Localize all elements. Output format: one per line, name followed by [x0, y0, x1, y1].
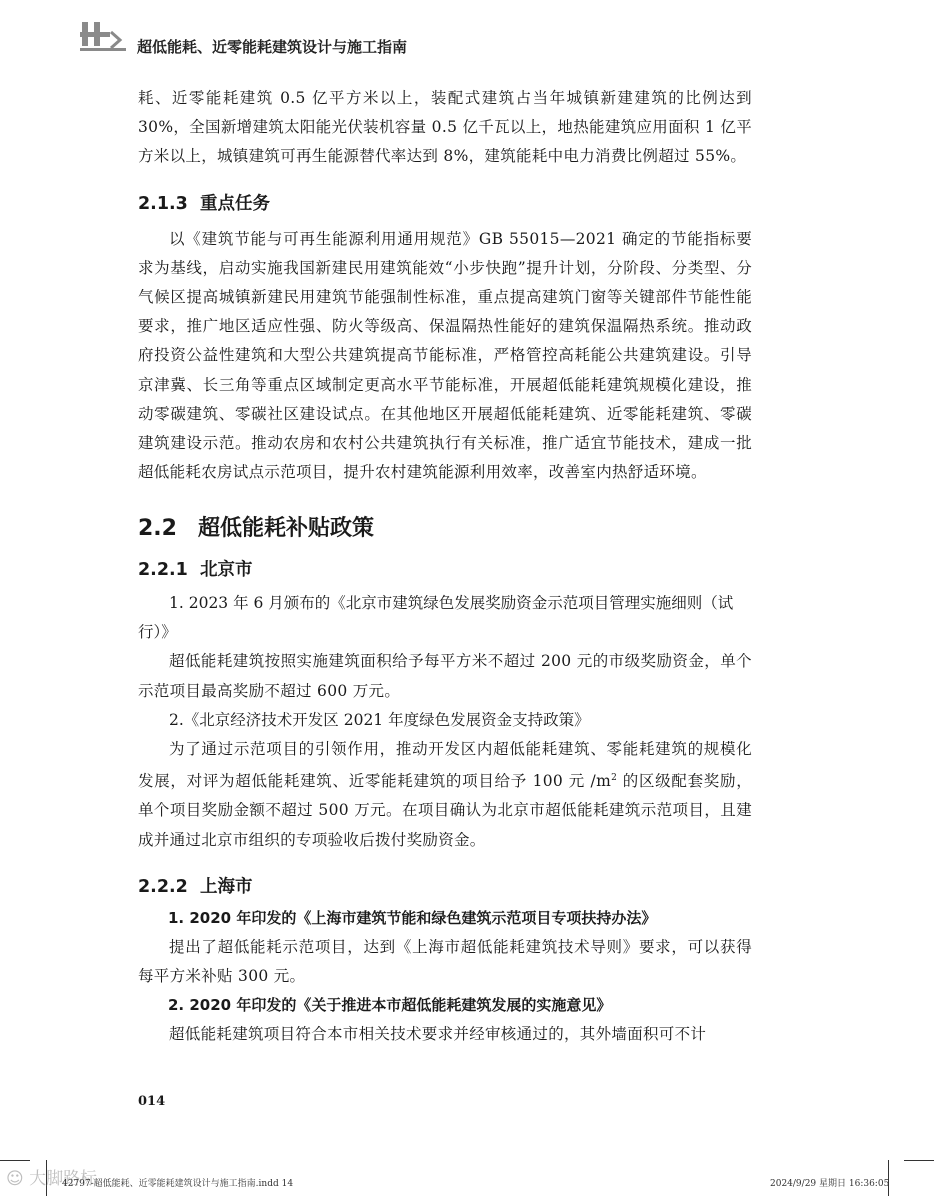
section-heading-2-1-3: [138, 190, 752, 215]
superscript: 2: [611, 773, 618, 784]
section-title: 超低能耗补贴政策: [198, 516, 375, 542]
section-number: 2.2.1: [138, 560, 188, 581]
footer-timestamp: 2024/9/29 星期日 16:36:05: [770, 1179, 890, 1189]
chapter-logo-icon: [80, 18, 126, 54]
watermark-icon: ☺: [6, 1169, 24, 1189]
section-title: 重点任务: [200, 193, 270, 214]
shanghai-policy-2-text: 超低能耗建筑项目符合本市相关技术要求并经审核通过的，其外墙面积可不计: [169, 1025, 707, 1044]
shanghai-policy-1-title: 1. 2020 年印发的《上海市建筑节能和绿色建筑示范项目专项扶持办法》: [168, 908, 657, 927]
footer-file-info: 42797-超低能耗、近零能耗建筑设计与施工指南.indd 14: [62, 1179, 294, 1189]
page-number: 014: [138, 1094, 166, 1109]
beijing-policy-2-title: 2.《北京经济技术开发区 2021 年度绿色发展资金支持政策》: [169, 710, 590, 729]
section-heading-2-2-2: [138, 873, 752, 898]
beijing-policy-2-text: [138, 735, 752, 855]
section-number: 2.1.3: [138, 193, 188, 214]
crop-mark: [0, 1160, 30, 1161]
key-tasks-paragraph: 以《建筑节能与可再生能源利用通用规范》GB 55015—2021 确定的节能指标要求为基线，启动实施我国新建民用建筑能效“小步快跑”提升计划，分阶段、分类型、分气候区提高城镇新建民用建筑节能强制性标准，重点提高建筑门窗等关键部件节能性能要求，推广地区适应性强、防火等级高、保温隔热性能好的建筑保温隔热系统。推动政府投资公益性建筑和大型公共建筑提高节能标准，严格管控高耗能公共建筑建设。引导京津冀、长三角等重点区域制定更高水平节能标准，开展超低能耗建筑规模化建设，推动零碳建筑、零碳社区建设试点。在其他地区开展超低能耗建筑、近零能耗建筑、零碳建筑建设示范。推动农房和农村公共建筑执行有关标准，推广适宜节能技术，建成一批超低能耗农房试点示范项目，提升农村建筑能源利用效率，改善室内热舒适环境。: [138, 229, 752, 482]
section-title: 北京市: [200, 560, 253, 581]
section-heading-2-2: [138, 511, 752, 542]
section-number: 2.2: [138, 516, 177, 542]
shanghai-policy-2-title: 2. 2020 年印发的《关于推进本市超低能耗建筑发展的实施意见》: [168, 996, 612, 1015]
beijing-policy-1-text: 超低能耗建筑按照实施建筑面积给予每平方米不超过 200 元的市级奖励资金，单个示范项目最高奖励不超过 600 万元。: [138, 652, 752, 700]
shanghai-policy-1-text: 提出了超低能耗示范项目，达到《上海市超低能耗建筑技术导则》要求，可以获得每平方米补贴 300 元。: [138, 937, 752, 986]
watermark-text: 大脚路标: [29, 1169, 98, 1189]
section-title: 上海市: [200, 876, 253, 897]
section-heading-2-2-1: [138, 556, 752, 581]
running-header-title: 超低能耗、近零能耗建筑设计与施工指南: [137, 38, 408, 56]
beijing-policy-1-title: 1. 2023 年 6 月颁布的《北京市建筑绿色发展奖励资金示范项目管理实施细则（试行）》: [138, 594, 734, 642]
text-part: 为了通过示范项目的引领作用，推动开发区内超低能耗建筑、零能耗建筑的规模化发展，对评为超低能耗建筑、近零能耗建筑的项目给予 100 元 /m: [138, 739, 752, 791]
crop-mark: [904, 1160, 934, 1161]
text-part: 的区级配套奖励，单个项目奖励金额不超过 500 万元。在项目确认为北京市超低能耗建筑示范项目，且建成并通过北京市组织的专项验收后拨付奖励资金。: [138, 772, 752, 849]
intro-paragraph: 耗、近零能耗建筑 0.5 亿平方米以上，装配式建筑占当年城镇新建建筑的比例达到 30%，全国新增建筑太阳能光伏装机容量 0.5 亿千瓦以上，地热能建筑应用面积 1 亿平方米以上，城镇建筑可再生能源替代率达到 8%，建筑能耗中电力消费比例超过 55%。: [138, 89, 752, 166]
section-number: 2.2.2: [138, 876, 188, 897]
page-content: [138, 84, 752, 1049]
